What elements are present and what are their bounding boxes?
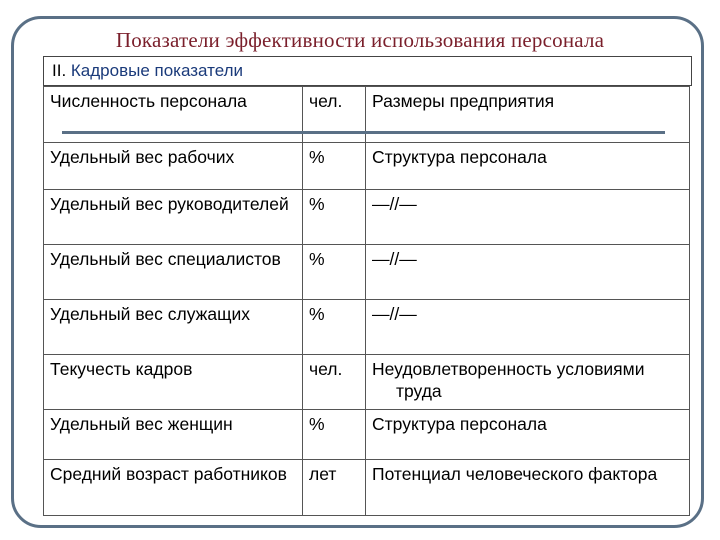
table-row bbox=[44, 87, 690, 143]
unit-cell: % bbox=[303, 410, 366, 460]
unit-cell: % bbox=[303, 245, 366, 300]
slide-title: Показатели эффективности использования персонала bbox=[115, 28, 605, 52]
factor-cell: —//— bbox=[366, 190, 690, 245]
factor-cell: Потенциал человеческого фактора bbox=[366, 460, 690, 516]
unit-cell: % bbox=[303, 300, 366, 355]
factor-cell: Структура персонала bbox=[366, 410, 690, 460]
section-number: II. bbox=[52, 61, 67, 80]
factor-cell: —//— bbox=[366, 245, 690, 300]
table-row bbox=[44, 460, 690, 516]
table-row bbox=[44, 355, 690, 410]
table-row bbox=[44, 190, 690, 245]
indicator-cell: Удельный вес руководителей bbox=[44, 190, 303, 245]
table-row bbox=[44, 300, 690, 355]
factor-cell: Размеры предприятия bbox=[366, 87, 690, 143]
indicator-cell: Численность персонала bbox=[44, 87, 303, 143]
table-row bbox=[44, 143, 690, 190]
indicator-cell: Удельный вес специалистов bbox=[44, 245, 303, 300]
table-row bbox=[44, 410, 690, 460]
indicator-cell: Удельный вес женщин bbox=[44, 410, 303, 460]
unit-cell: % bbox=[303, 190, 366, 245]
unit-cell: лет bbox=[303, 460, 366, 516]
unit-cell: чел. bbox=[303, 355, 366, 410]
indicator-cell: Средний возраст работников bbox=[44, 460, 303, 516]
factor-cell: Неудовлетворенность условиями труда bbox=[366, 355, 690, 410]
section-label: Кадровые показатели bbox=[70, 61, 244, 80]
header-divider-line bbox=[62, 131, 665, 134]
indicator-cell: Удельный вес рабочих bbox=[44, 143, 303, 190]
indicator-cell: Текучесть кадров bbox=[44, 355, 303, 410]
indicator-cell: Удельный вес служащих bbox=[44, 300, 303, 355]
section-header bbox=[43, 56, 692, 86]
indicators-table bbox=[43, 86, 690, 516]
unit-cell: чел. bbox=[303, 87, 366, 143]
factor-cell: —//— bbox=[366, 300, 690, 355]
table-row bbox=[44, 245, 690, 300]
unit-cell: % bbox=[303, 143, 366, 190]
factor-cell: Структура персонала bbox=[366, 143, 690, 190]
